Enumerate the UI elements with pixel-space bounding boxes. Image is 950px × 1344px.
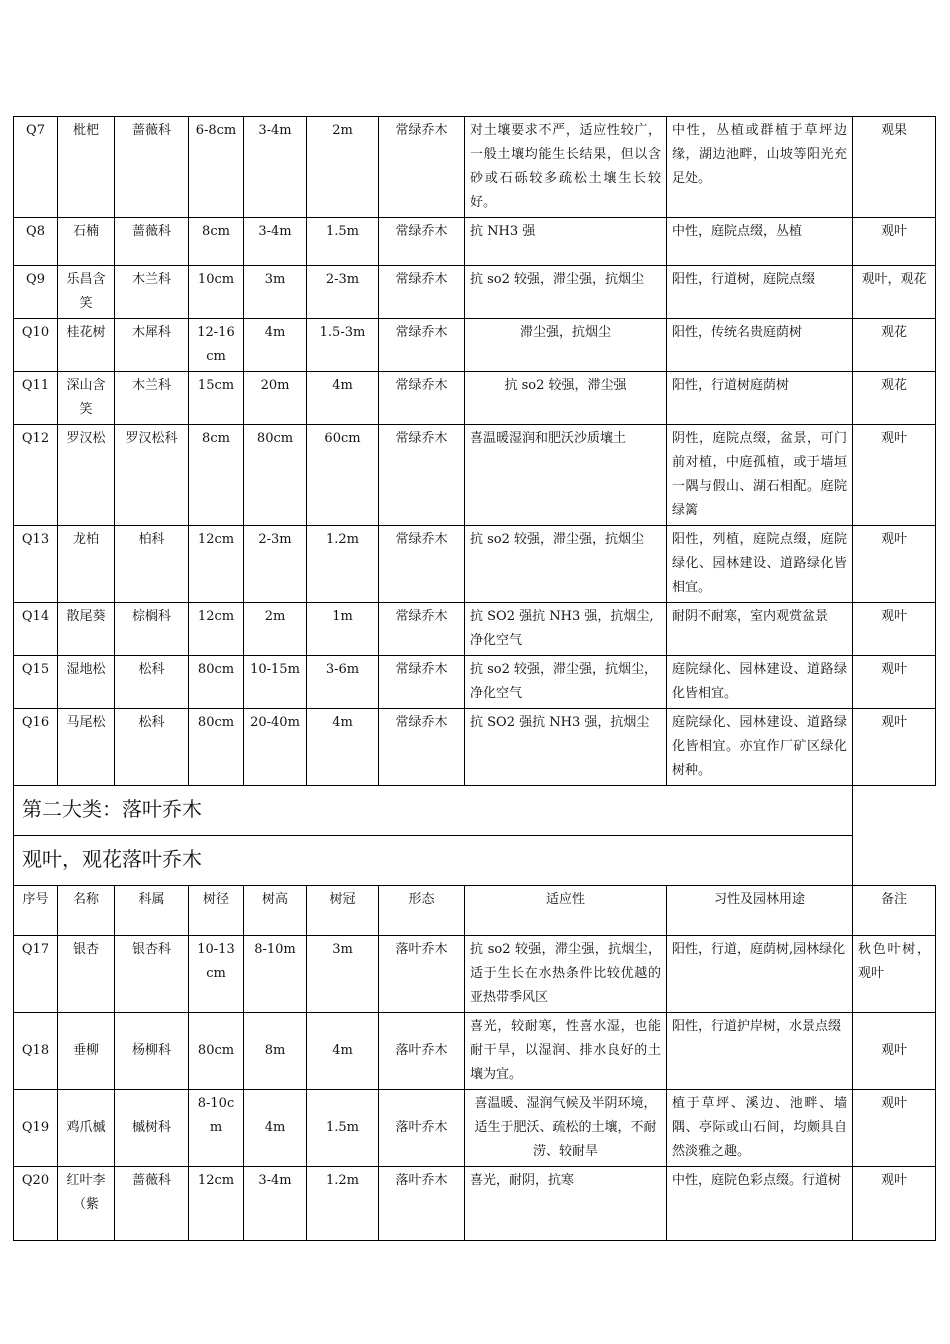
table-row [14,319,936,372]
cell-family: 槭树科 [115,1090,189,1167]
cell-note: 观叶 [853,425,936,526]
cell-diameter: 80cm [189,709,244,786]
cell-name: 散尾葵 [58,603,115,656]
cell-height: 3m [244,266,307,319]
table-row [14,218,936,266]
cell-form: 落叶乔木 [379,1167,465,1241]
cell-name: 垂柳 [58,1013,115,1090]
cell-adaptability: 抗 so2 较强，滞尘强 [465,372,667,425]
cell-diameter: 12cm [189,1167,244,1241]
cell-adaptability: 喜光，较耐寒，性喜水湿，也能耐干旱，以湿润、排水良好的土壤为宜。 [465,1013,667,1090]
cell-name: 乐昌含笑 [58,266,115,319]
cell-family: 松科 [115,709,189,786]
cell-adaptability: 对土壤要求不严，适应性较广，一般土壤均能生长结果，但以含砂或石砾较多疏松土壤生长较好。 [465,117,667,218]
cell-crown: 1.2m [307,526,379,603]
header-note: 备注 [853,886,936,936]
cell-usage: 阳性，行道树庭荫树 [667,372,853,425]
cell-family: 银杏科 [115,936,189,1013]
cell-adaptability: 滞尘强，抗烟尘 [465,319,667,372]
cell-id: Q19 [14,1090,58,1167]
cell-usage: 中性，庭院色彩点缀。行道树 [667,1167,853,1241]
table-row [14,936,936,1013]
cell-usage: 中性，庭院点缀，丛植 [667,218,853,266]
cell-usage: 阳性，行道树，庭院点缀 [667,266,853,319]
cell-family: 罗汉松科 [115,425,189,526]
cell-diameter: 12-16cm [189,319,244,372]
cell-crown: 1.5-3m [307,319,379,372]
cell-note: 观叶 [853,1167,936,1241]
table-row [14,526,936,603]
cell-adaptability: 抗 so2 较强，滞尘强，抗烟尘，净化空气 [465,656,667,709]
cell-crown: 1.5m [307,218,379,266]
cell-name: 深山含笑 [58,372,115,425]
cell-adaptability: 抗 so2 较强，滞尘强，抗烟尘 [465,526,667,603]
cell-family: 蔷薇科 [115,1167,189,1241]
cell-height: 2-3m [244,526,307,603]
cell-usage: 阳性，行道，庭荫树,园林绿化 [667,936,853,1013]
cell-note: 观叶 [853,218,936,266]
cell-family: 松科 [115,656,189,709]
cell-adaptability: 抗 SO2 强抗 NH3 强，抗烟尘 [465,709,667,786]
cell-form: 常绿乔木 [379,603,465,656]
cell-height: 3-4m [244,1167,307,1241]
header-adaptability: 适应性 [465,886,667,936]
cell-usage: 庭院绿化、园林建设、道路绿化皆相宜。 [667,656,853,709]
cell-form: 常绿乔木 [379,266,465,319]
table-row [14,656,936,709]
cell-family: 木犀科 [115,319,189,372]
cell-adaptability: 抗 so2 较强，滞尘强，抗烟尘 [465,266,667,319]
cell-id: Q17 [14,936,58,1013]
cell-id: Q14 [14,603,58,656]
cell-crown: 3-6m [307,656,379,709]
table-row [14,1090,936,1167]
cell-name: 枇杷 [58,117,115,218]
cell-diameter: 10cm [189,266,244,319]
section-title: 第二大类：落叶乔木 [14,786,853,836]
cell-height: 3-4m [244,218,307,266]
cell-note: 观叶 [853,709,936,786]
cell-diameter: 6-8cm [189,117,244,218]
cell-form: 常绿乔木 [379,319,465,372]
cell-height: 2m [244,603,307,656]
cell-height: 4m [244,319,307,372]
cell-note: 观叶 [853,1013,936,1090]
cell-id: Q9 [14,266,58,319]
table-row [14,603,936,656]
cell-id: Q13 [14,526,58,603]
cell-family: 蔷薇科 [115,218,189,266]
cell-diameter: 15cm [189,372,244,425]
table-row [14,1167,936,1241]
section-title-row [14,786,936,836]
cell-name: 银杏 [58,936,115,1013]
cell-adaptability: 抗 SO2 强抗 NH3 强，抗烟尘,净化空气 [465,603,667,656]
cell-height: 80cm [244,425,307,526]
cell-usage: 阴性，庭院点缀，盆景，可门前对植，中庭孤植，或于墙垣一隅与假山、湖石相配。庭院绿篱 [667,425,853,526]
cell-usage: 阳性，列植，庭院点缀，庭院绿化、园林建设、道路绿化皆相宜。 [667,526,853,603]
cell-family: 蔷薇科 [115,117,189,218]
header-crown: 树冠 [307,886,379,936]
table-row [14,266,936,319]
cell-form: 常绿乔木 [379,656,465,709]
cell-id: Q10 [14,319,58,372]
cell-name: 石楠 [58,218,115,266]
cell-diameter: 12cm [189,603,244,656]
cell-diameter: 8cm [189,218,244,266]
cell-crown: 4m [307,709,379,786]
cell-height: 4m [244,1090,307,1167]
cell-crown: 3m [307,936,379,1013]
cell-family: 柏科 [115,526,189,603]
cell-id: Q18 [14,1013,58,1090]
header-id: 序号 [14,886,58,936]
cell-note: 观叶 [853,656,936,709]
cell-name: 鸡爪槭 [58,1090,115,1167]
cell-diameter: 10-13cm [189,936,244,1013]
cell-id: Q8 [14,218,58,266]
cell-note: 观花 [853,372,936,425]
section-subtitle-row [14,836,936,886]
cell-id: Q12 [14,425,58,526]
cell-id: Q20 [14,1167,58,1241]
cell-height: 20-40m [244,709,307,786]
empty-cell [853,786,936,836]
header-family: 科属 [115,886,189,936]
cell-form: 落叶乔木 [379,936,465,1013]
cell-crown: 1.2m [307,1167,379,1241]
table-row [14,709,936,786]
header-name: 名称 [58,886,115,936]
cell-usage: 庭院绿化、园林建设、道路绿化皆相宜。亦宜作厂矿区绿化树种。 [667,709,853,786]
cell-form: 常绿乔木 [379,709,465,786]
table-row [14,117,936,218]
cell-crown: 2-3m [307,266,379,319]
cell-name: 龙柏 [58,526,115,603]
cell-form: 常绿乔木 [379,372,465,425]
cell-diameter: 12cm [189,526,244,603]
cell-adaptability: 喜温暖、湿润气候及半阴环境，适生于肥沃、疏松的土壤，不耐涝、较耐旱 [465,1090,667,1167]
cell-usage: 耐阴不耐寒，室内观赏盆景 [667,603,853,656]
cell-note: 观叶 [853,1090,936,1167]
section-subtitle: 观叶，观花落叶乔木 [14,836,853,886]
cell-form: 常绿乔木 [379,117,465,218]
cell-name: 桂花树 [58,319,115,372]
cell-height: 8-10m [244,936,307,1013]
cell-crown: 60cm [307,425,379,526]
cell-adaptability: 抗 NH3 强 [465,218,667,266]
header-usage: 习性及园林用途 [667,886,853,936]
cell-height: 10-15m [244,656,307,709]
cell-id: Q15 [14,656,58,709]
cell-crown: 1m [307,603,379,656]
cell-usage: 阳性，传统名贵庭荫树 [667,319,853,372]
cell-form: 常绿乔木 [379,526,465,603]
table-row [14,372,936,425]
cell-usage: 阳性，行道护岸树，水景点缀 [667,1013,853,1090]
cell-family: 木兰科 [115,372,189,425]
cell-form: 常绿乔木 [379,425,465,526]
cell-crown: 2m [307,117,379,218]
cell-height: 3-4m [244,117,307,218]
cell-note: 观叶，观花 [853,266,936,319]
cell-id: Q16 [14,709,58,786]
cell-adaptability: 喜光，耐阴，抗寒 [465,1167,667,1241]
cell-note: 观花 [853,319,936,372]
cell-adaptability: 喜温暖湿润和肥沃沙质壤土 [465,425,667,526]
cell-name: 罗汉松 [58,425,115,526]
cell-adaptability: 抗 so2 较强，滞尘强，抗烟尘，适于生长在水热条件比较优越的亚热带季风区 [465,936,667,1013]
cell-usage: 中性，丛植或群植于草坪边缘，湖边池畔，山坡等阳光充足处。 [667,117,853,218]
cell-diameter: 8cm [189,425,244,526]
plant-table [13,116,936,1241]
cell-crown: 1.5m [307,1090,379,1167]
empty-cell [853,836,936,886]
cell-family: 杨柳科 [115,1013,189,1090]
table-header-row [14,886,936,936]
cell-family: 木兰科 [115,266,189,319]
cell-crown: 4m [307,372,379,425]
cell-usage: 植于草坪、溪边、池畔、墙隅、亭际或山石间，均颇具自然淡雅之趣。 [667,1090,853,1167]
cell-note: 秋色叶树，观叶 [853,936,936,1013]
cell-diameter: 80cm [189,1013,244,1090]
cell-form: 落叶乔木 [379,1013,465,1090]
cell-note: 观果 [853,117,936,218]
header-height: 树高 [244,886,307,936]
cell-name: 湿地松 [58,656,115,709]
cell-id: Q11 [14,372,58,425]
cell-form: 落叶乔木 [379,1090,465,1167]
cell-note: 观叶 [853,526,936,603]
cell-diameter: 8-10cm [189,1090,244,1167]
cell-family: 棕榈科 [115,603,189,656]
cell-note: 观叶 [853,603,936,656]
cell-height: 8m [244,1013,307,1090]
header-form: 形态 [379,886,465,936]
cell-height: 20m [244,372,307,425]
table-row [14,425,936,526]
cell-name: 红叶李（紫 [58,1167,115,1241]
cell-crown: 4m [307,1013,379,1090]
cell-id: Q7 [14,117,58,218]
cell-name: 马尾松 [58,709,115,786]
cell-form: 常绿乔木 [379,218,465,266]
table-row [14,1013,936,1090]
cell-diameter: 80cm [189,656,244,709]
header-diameter: 树径 [189,886,244,936]
